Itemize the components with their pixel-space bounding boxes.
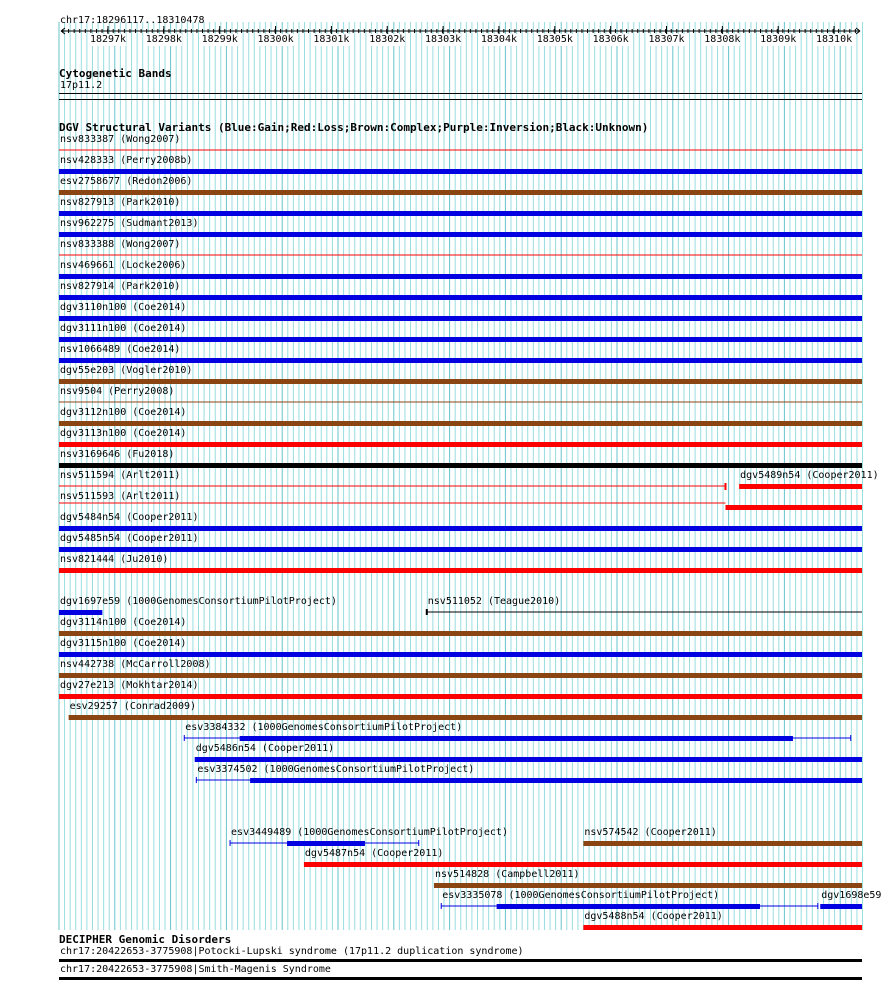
dgv-feature-bar xyxy=(59,232,862,237)
dgv-feature-label[interactable]: nsv821444 (Ju2010) xyxy=(60,554,169,565)
dgv-feature-bar xyxy=(820,904,862,909)
ruler-tick-label: 18303k xyxy=(425,34,462,45)
dgv-feature-label[interactable]: nsv511052 (Teague2010) xyxy=(427,596,561,607)
dgv-feature-bar xyxy=(739,484,862,489)
decipher-track-title[interactable]: DECIPHER Genomic Disorders xyxy=(59,933,232,946)
dgv-feature-bar xyxy=(59,316,862,321)
dgv-feature-label[interactable]: dgv3115n100 (Coe2014) xyxy=(60,638,187,649)
ruler-tick-label: 18309k xyxy=(760,34,797,45)
dgv-feature-bar xyxy=(59,694,862,699)
ruler-tick-label: 18306k xyxy=(592,34,629,45)
dgv-feature-bar xyxy=(59,211,862,216)
dgv-feature-label[interactable]: esv3335078 (1000GenomesConsortiumPilotProject) xyxy=(442,890,720,901)
dgv-feature-label[interactable]: dgv1697e59 (1000GenomesConsortiumPilotProject) xyxy=(60,596,337,607)
location-label: chr17:18296117..18310478 xyxy=(60,15,205,26)
dgv-feature-bar xyxy=(59,274,862,279)
dgv-feature-label[interactable]: dgv5489n54 (Cooper2011) xyxy=(740,470,879,481)
dgv-feature-label[interactable]: dgv3111n100 (Coe2014) xyxy=(60,323,187,334)
decipher-feature-bar[interactable] xyxy=(59,959,862,962)
dgv-feature-label[interactable]: nsv9504 (Perry2008) xyxy=(60,386,175,397)
dgv-feature-label[interactable]: esv29257 (Conrad2009) xyxy=(69,701,197,712)
decipher-feature-label[interactable]: chr17:20422653-3775908|Smith-Magenis Syndrome xyxy=(60,964,331,975)
dgv-feature-label[interactable]: dgv3112n100 (Coe2014) xyxy=(60,407,187,418)
dgv-feature-label[interactable]: nsv833388 (Wong2007) xyxy=(60,239,181,250)
dgv-track-title[interactable]: DGV Structural Variants (Blue:Gain;Red:Loss;Brown:Complex;Purple:Inversion;Black:Unknown) xyxy=(59,121,649,134)
dgv-feature-label[interactable]: dgv5487n54 (Cooper2011) xyxy=(304,848,444,859)
dgv-feature-bar xyxy=(59,295,862,300)
dgv-feature-label[interactable]: nsv3169646 (Fu2018) xyxy=(60,449,175,460)
dgv-feature-label[interactable]: nsv511593 (Arlt2011) xyxy=(60,491,181,502)
dgv-feature-bar xyxy=(59,379,862,384)
dgv-feature-endcap xyxy=(724,483,726,490)
dgv-feature-bar xyxy=(250,778,862,783)
dgv-feature-label[interactable]: nsv827913 (Park2010) xyxy=(60,197,181,208)
dgv-feature-label[interactable]: nsv514828 (Campbell2011) xyxy=(435,869,580,880)
ruler-tick-label: 18307k xyxy=(648,34,685,45)
ruler-tick-label: 18308k xyxy=(704,34,741,45)
ruler-tick-label: 18298k xyxy=(145,34,182,45)
ruler-tick-label: 18305k xyxy=(536,34,573,45)
dgv-feature-bar xyxy=(725,505,862,510)
dgv-feature-label[interactable]: dgv3114n100 (Coe2014) xyxy=(60,617,187,628)
dgv-feature-bar xyxy=(59,190,862,195)
dgv-feature-label[interactable]: dgv5484n54 (Cooper2011) xyxy=(60,512,199,523)
dgv-feature-label[interactable]: dgv1698e59 xyxy=(821,890,882,901)
dgv-feature-bar xyxy=(59,442,862,447)
dgv-feature-bar xyxy=(583,925,862,930)
dgv-feature-label[interactable]: dgv55e203 (Vogler2010) xyxy=(60,365,193,376)
cytoband-line xyxy=(59,93,862,94)
dgv-feature-bar xyxy=(583,841,862,846)
dgv-feature-bar xyxy=(59,526,862,531)
dgv-feature-label[interactable]: nsv428333 (Perry2008b) xyxy=(60,155,193,166)
dgv-feature-label[interactable]: nsv511594 (Arlt2011) xyxy=(60,470,181,481)
dgv-feature-label[interactable]: dgv3113n100 (Coe2014) xyxy=(60,428,187,439)
dgv-feature-label[interactable]: nsv833387 (Wong2007) xyxy=(60,134,181,145)
dgv-feature-bar xyxy=(434,883,862,888)
dgv-feature-label[interactable]: dgv5488n54 (Cooper2011) xyxy=(584,911,723,922)
dgv-feature-label[interactable]: nsv469661 (Locke2006) xyxy=(60,260,187,271)
dgv-feature-label[interactable]: nsv962275 (Sudmant2013) xyxy=(60,218,199,229)
cytoband-label[interactable]: 17p11.2 xyxy=(60,80,103,91)
dgv-feature-bar xyxy=(195,757,862,762)
ruler-tick-label: 18302k xyxy=(369,34,406,45)
dgv-feature-label[interactable]: dgv5486n54 (Cooper2011) xyxy=(195,743,335,754)
dgv-feature-bar xyxy=(497,904,760,909)
dgv-feature-bar xyxy=(59,358,862,363)
dgv-feature-label[interactable]: nsv442738 (McCarroll2008) xyxy=(60,659,211,670)
dgv-feature-bar xyxy=(59,169,862,174)
dgv-feature-bar xyxy=(287,841,365,846)
cytoband-track-title[interactable]: Cytogenetic Bands xyxy=(59,67,172,80)
dgv-feature-label[interactable]: nsv574542 (Cooper2011) xyxy=(584,827,717,838)
ruler-tick-label: 18297k xyxy=(89,34,127,45)
dgv-feature-label[interactable]: dgv5485n54 (Cooper2011) xyxy=(60,533,199,544)
dgv-feature-bar xyxy=(59,673,862,678)
dgv-feature-bar xyxy=(69,715,862,720)
dgv-feature-bar xyxy=(59,610,102,615)
dgv-feature-label[interactable]: nsv1066489 (Coe2014) xyxy=(60,344,181,355)
dgv-feature-bar xyxy=(304,862,862,867)
dgv-feature-label[interactable]: dgv27e213 (Mokhtar2014) xyxy=(60,680,199,691)
cytoband-line-2 xyxy=(59,99,862,100)
ruler-tick-label: 18304k xyxy=(480,34,517,45)
dgv-feature-bar xyxy=(59,631,862,636)
decipher-feature-label[interactable]: chr17:20422653-3775908|Potocki-Lupski syndrome (17p11.2 duplication syndrome) xyxy=(60,946,524,957)
ruler-tick-label: 18310k xyxy=(815,34,853,45)
dgv-feature-label[interactable]: esv3449489 (1000GenomesConsortiumPilotProject) xyxy=(231,827,508,838)
dgv-feature-bar xyxy=(59,568,862,573)
dgv-feature-label[interactable]: nsv827914 (Park2010) xyxy=(60,281,181,292)
dgv-feature-bar xyxy=(59,547,862,552)
dgv-feature-bar xyxy=(240,736,793,741)
dgv-feature-bar xyxy=(59,652,862,657)
dgv-feature-bar xyxy=(59,337,862,342)
dgv-feature-label[interactable]: esv3384332 (1000GenomesConsortiumPilotProject) xyxy=(185,722,463,733)
dgv-feature-bar xyxy=(59,421,862,426)
ruler-tick-label: 18300k xyxy=(257,34,294,45)
dgv-feature-label[interactable]: dgv3110n100 (Coe2014) xyxy=(60,302,187,313)
ruler-tick-label: 18301k xyxy=(313,34,350,45)
ruler-tick-label: 18299k xyxy=(201,34,238,45)
dgv-feature-bar xyxy=(59,463,862,468)
dgv-feature-label[interactable]: esv2758677 (Redon2006) xyxy=(60,176,193,187)
dgv-feature-label[interactable]: esv3374502 (1000GenomesConsortiumPilotProject) xyxy=(197,764,475,775)
decipher-feature-bar[interactable] xyxy=(59,977,862,980)
